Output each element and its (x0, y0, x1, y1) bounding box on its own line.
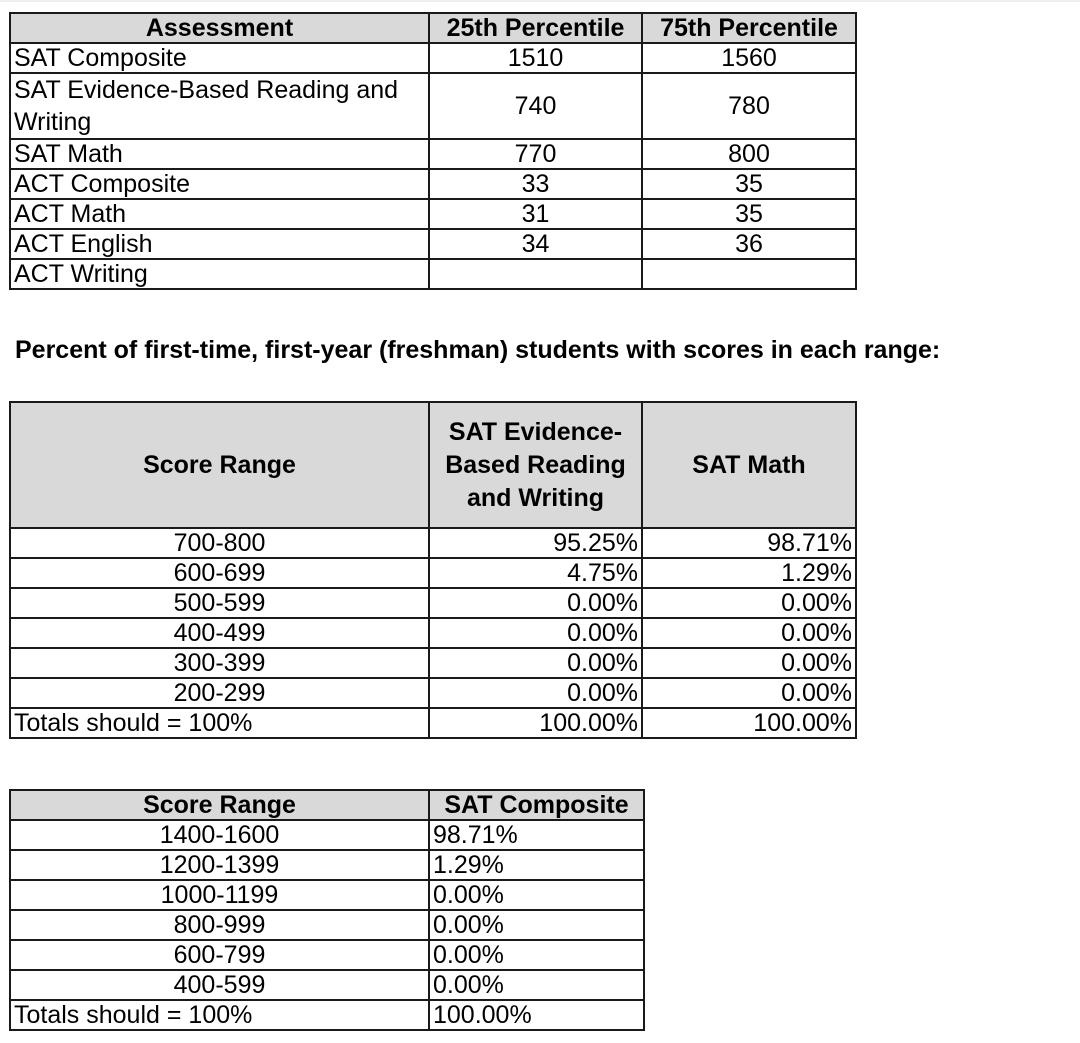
header-score-range: Score Range (10, 402, 429, 528)
percentile-25: 31 (429, 199, 642, 229)
table-header-row (10, 402, 856, 528)
percentile-25: 770 (429, 139, 642, 169)
percentile-75 (642, 259, 856, 289)
sat-composite-range-table (9, 789, 645, 1031)
table-row (10, 678, 856, 708)
percentile-75: 800 (642, 139, 856, 169)
top-border-line (0, 0, 1080, 2)
assessment-name: SAT Math (10, 139, 429, 169)
percentile-75: 780 (642, 73, 856, 139)
assessment-name: SAT Composite (10, 43, 429, 73)
table-row (10, 229, 856, 259)
table-row (10, 820, 644, 850)
composite-percent: 0.00% (429, 970, 644, 1000)
ebrw-total: 100.00% (429, 708, 642, 738)
totals-row (10, 1000, 644, 1030)
header-score-range: Score Range (10, 790, 429, 820)
table-row (10, 199, 856, 229)
score-range: 200-299 (10, 678, 429, 708)
composite-percent: 1.29% (429, 850, 644, 880)
percentile-25: 34 (429, 229, 642, 259)
table-row (10, 588, 856, 618)
math-percent: 98.71% (642, 528, 856, 558)
header-assessment: Assessment (10, 13, 429, 43)
ebrw-percent: 0.00% (429, 618, 642, 648)
table-header-row (10, 13, 856, 43)
composite-percent: 0.00% (429, 940, 644, 970)
score-range: 500-599 (10, 588, 429, 618)
table-row (10, 528, 856, 558)
header-sat-ebrw: SAT Evidence-Based Reading and Writing (429, 402, 642, 528)
table-row (10, 940, 644, 970)
percentile-75: 1560 (642, 43, 856, 73)
score-range: 1400-1600 (10, 820, 429, 850)
table-row (10, 558, 856, 588)
ebrw-percent: 95.25% (429, 528, 642, 558)
table-row (10, 618, 856, 648)
percentile-25: 33 (429, 169, 642, 199)
math-percent: 0.00% (642, 588, 856, 618)
assessment-percentile-table (9, 12, 857, 290)
assessment-name: ACT English (10, 229, 429, 259)
assessment-name: ACT Math (10, 199, 429, 229)
table-row (10, 850, 644, 880)
table-row (10, 73, 856, 139)
ebrw-percent: 0.00% (429, 678, 642, 708)
math-percent: 0.00% (642, 678, 856, 708)
table-row (10, 880, 644, 910)
math-percent: 1.29% (642, 558, 856, 588)
assessment-name: ACT Writing (10, 259, 429, 289)
totals-row (10, 708, 856, 738)
percentile-75: 35 (642, 199, 856, 229)
ebrw-percent: 0.00% (429, 648, 642, 678)
table-row (10, 169, 856, 199)
table-row (10, 970, 644, 1000)
composite-percent: 98.71% (429, 820, 644, 850)
assessment-name: SAT Evidence-Based Reading and Writing (10, 73, 429, 139)
ebrw-percent: 0.00% (429, 588, 642, 618)
math-total: 100.00% (642, 708, 856, 738)
score-range: 600-699 (10, 558, 429, 588)
score-range-caption: Percent of first-time, first-year (freshman) students with scores in each range: (15, 336, 941, 364)
score-range: 700-800 (10, 528, 429, 558)
score-range: 300-399 (10, 648, 429, 678)
percentile-75: 36 (642, 229, 856, 259)
percentile-25 (429, 259, 642, 289)
table-row (10, 910, 644, 940)
header-sat-composite: SAT Composite (429, 790, 644, 820)
score-range: 400-599 (10, 970, 429, 1000)
percentile-25: 1510 (429, 43, 642, 73)
header-25th-percentile: 25th Percentile (429, 13, 642, 43)
totals-label: Totals should = 100% (10, 708, 429, 738)
score-range: 1000-1199 (10, 880, 429, 910)
table-row (10, 259, 856, 289)
score-range: 400-499 (10, 618, 429, 648)
score-range: 1200-1399 (10, 850, 429, 880)
table-row (10, 43, 856, 73)
score-range: 600-799 (10, 940, 429, 970)
table-row (10, 139, 856, 169)
composite-percent: 0.00% (429, 910, 644, 940)
score-range: 800-999 (10, 910, 429, 940)
percentile-25: 740 (429, 73, 642, 139)
percentile-75: 35 (642, 169, 856, 199)
ebrw-percent: 4.75% (429, 558, 642, 588)
header-sat-math: SAT Math (642, 402, 856, 528)
header-75th-percentile: 75th Percentile (642, 13, 856, 43)
assessment-name: ACT Composite (10, 169, 429, 199)
table-header-row (10, 790, 644, 820)
totals-label: Totals should = 100% (10, 1000, 429, 1030)
table-row (10, 648, 856, 678)
math-percent: 0.00% (642, 618, 856, 648)
composite-total: 100.00% (429, 1000, 644, 1030)
composite-percent: 0.00% (429, 880, 644, 910)
math-percent: 0.00% (642, 648, 856, 678)
sat-sections-range-table (9, 401, 857, 739)
